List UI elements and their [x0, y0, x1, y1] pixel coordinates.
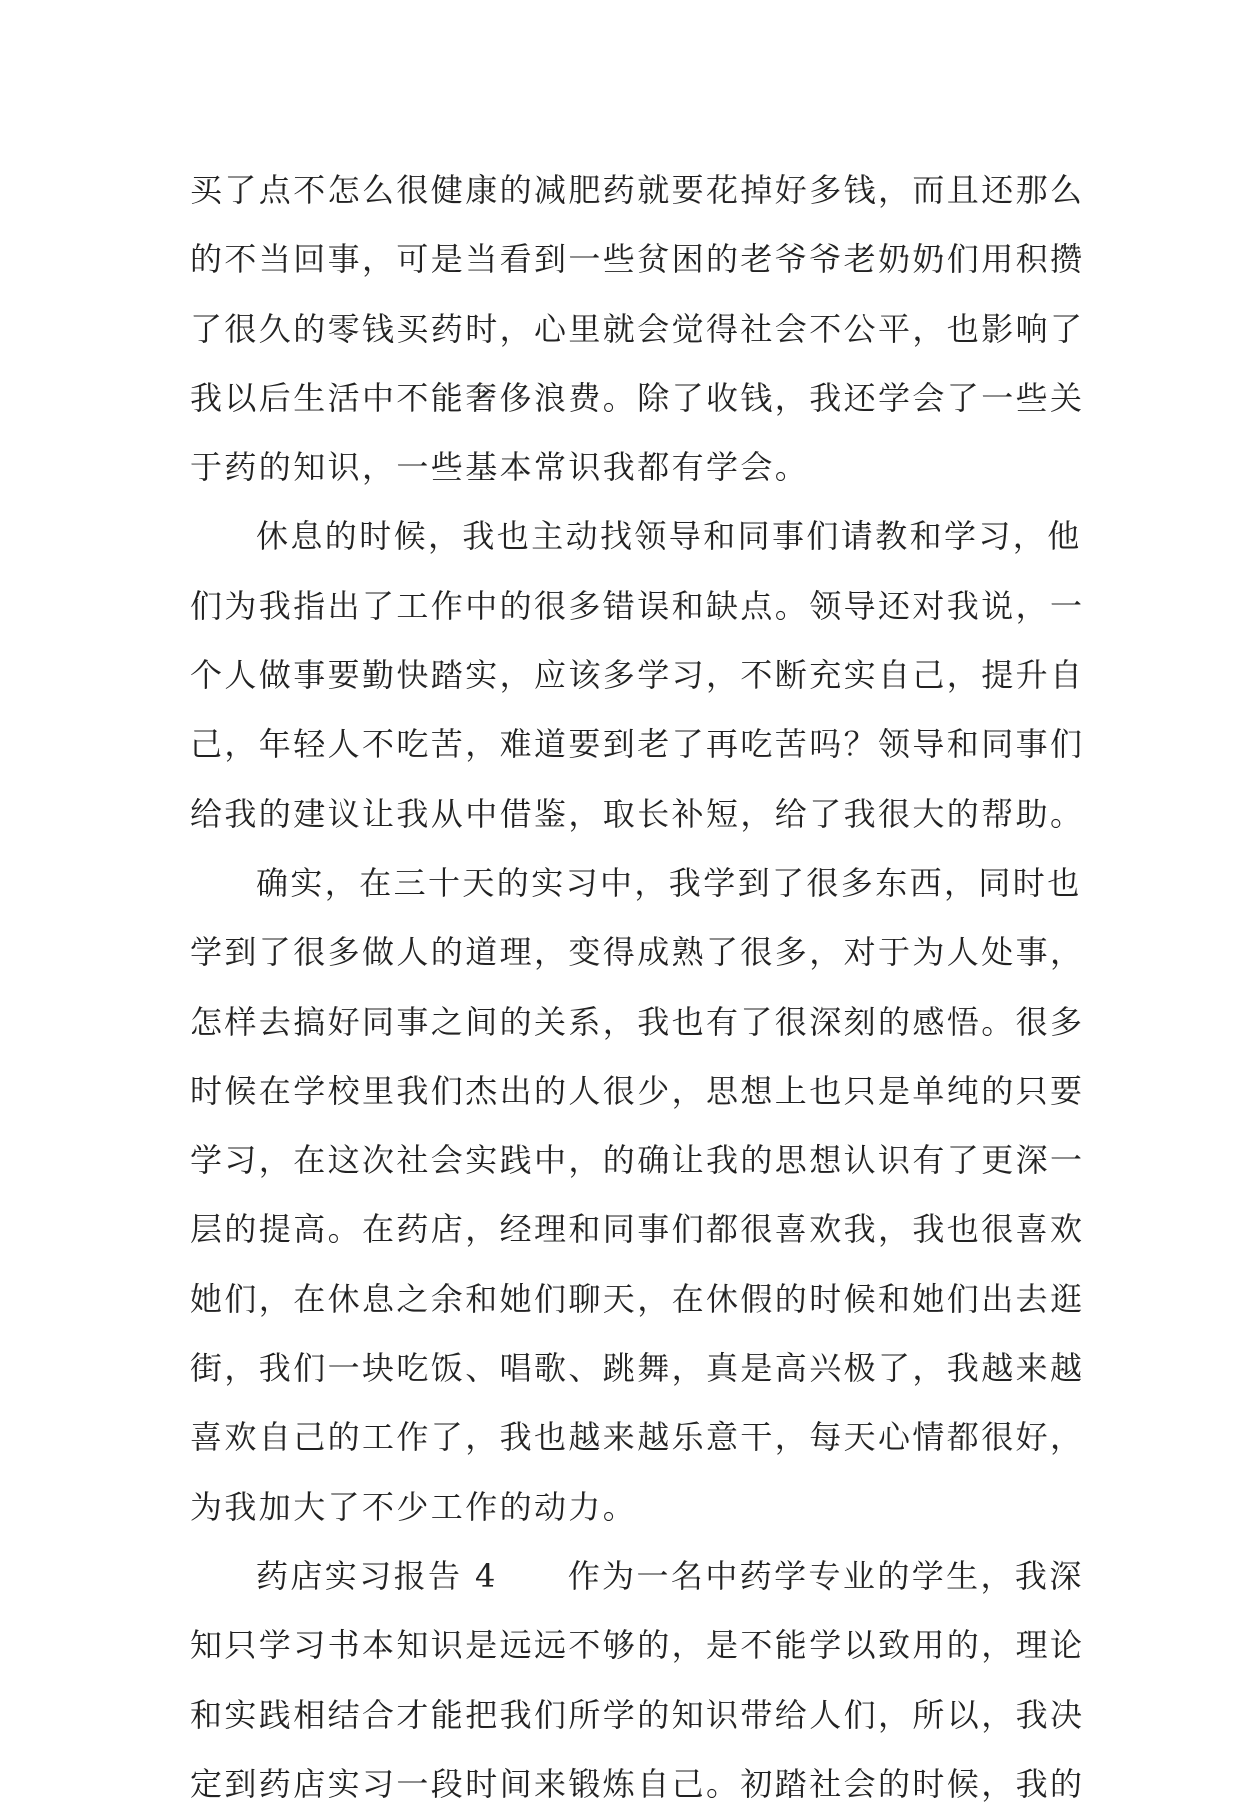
section-first-sentence: 作为一名中药学专业的学生，我深 [567, 1556, 1084, 1595]
text-line: 个人做事要勤快踏实，应该多学习，不断充实自己，提升自 [190, 656, 1085, 695]
text-line: 和实践相结合才能把我们所学的知识带给人们，所以，我决 [190, 1695, 1085, 1734]
paragraph-first-line: 休息的时候，我也主动找领导和同事们请教和学习，他 [256, 517, 1082, 556]
text-line: 学习，在这次社会实践中，的确让我的思想认识有了更深一 [190, 1141, 1085, 1180]
section-line [190, 1542, 1084, 1611]
text-line: 学到了很多做人的道理，变得成熟了很多，对于为人处事， [190, 933, 1085, 972]
text-line: 定到药店实习一段时间来锻炼自己。初踏社会的时候，我的 [190, 1764, 1085, 1803]
text-line: 买了点不怎么很健康的减肥药就要花掉好多钱，而且还那么 [190, 171, 1085, 209]
text-line: 时候在学校里我们杰出的人很少，思想上也只是单纯的只要 [190, 1071, 1085, 1110]
text-line: 她们，在休息之余和她们聊天，在休假的时候和她们出去逛 [190, 1279, 1085, 1318]
text-line: 的不当回事，可是当看到一些贫困的老爷爷老奶奶们用积攒 [190, 240, 1085, 279]
text-line: 我以后生活中不能奢侈浪费。除了收钱，我还学会了一些关 [190, 378, 1085, 417]
text-line: 怎样去搞好同事之间的关系，我也有了很深刻的感悟。很多 [190, 1002, 1085, 1041]
text-line: 为我加大了不少工作的动力。 [190, 1487, 638, 1526]
text-line: 街，我们一块吃饭、唱歌、跳舞，真是高兴极了，我越来越 [190, 1349, 1085, 1388]
text-line: 层的提高。在药店，经理和同事们都很喜欢我，我也很喜欢 [190, 1210, 1085, 1249]
section-heading: 药店实习报告 4 [256, 1556, 498, 1595]
paragraph-first-line: 确实，在三十天的实习中，我学到了很多东西，同时也 [256, 863, 1082, 902]
text-line: 们为我指出了工作中的很多错误和缺点。领导还对我说，一 [190, 586, 1085, 625]
text-line: 于药的知识，一些基本常识我都有学会。 [190, 448, 810, 487]
text-line: 了很久的零钱买药时，心里就会觉得社会不公平，也影响了 [190, 309, 1085, 348]
text-line: 喜欢自己的工作了，我也越来越乐意干，每天心情都很好， [190, 1418, 1085, 1457]
text-line: 知只学习书本知识是远远不够的，是不能学以致用的，理论 [190, 1626, 1085, 1665]
text-line: 己，年轻人不吃苦，难道要到老了再吃苦吗？领导和同事们 [190, 725, 1085, 764]
document-body [190, 156, 1085, 1819]
text-line: 给我的建议让我从中借鉴，取长补短，给了我很大的帮助。 [190, 794, 1085, 833]
